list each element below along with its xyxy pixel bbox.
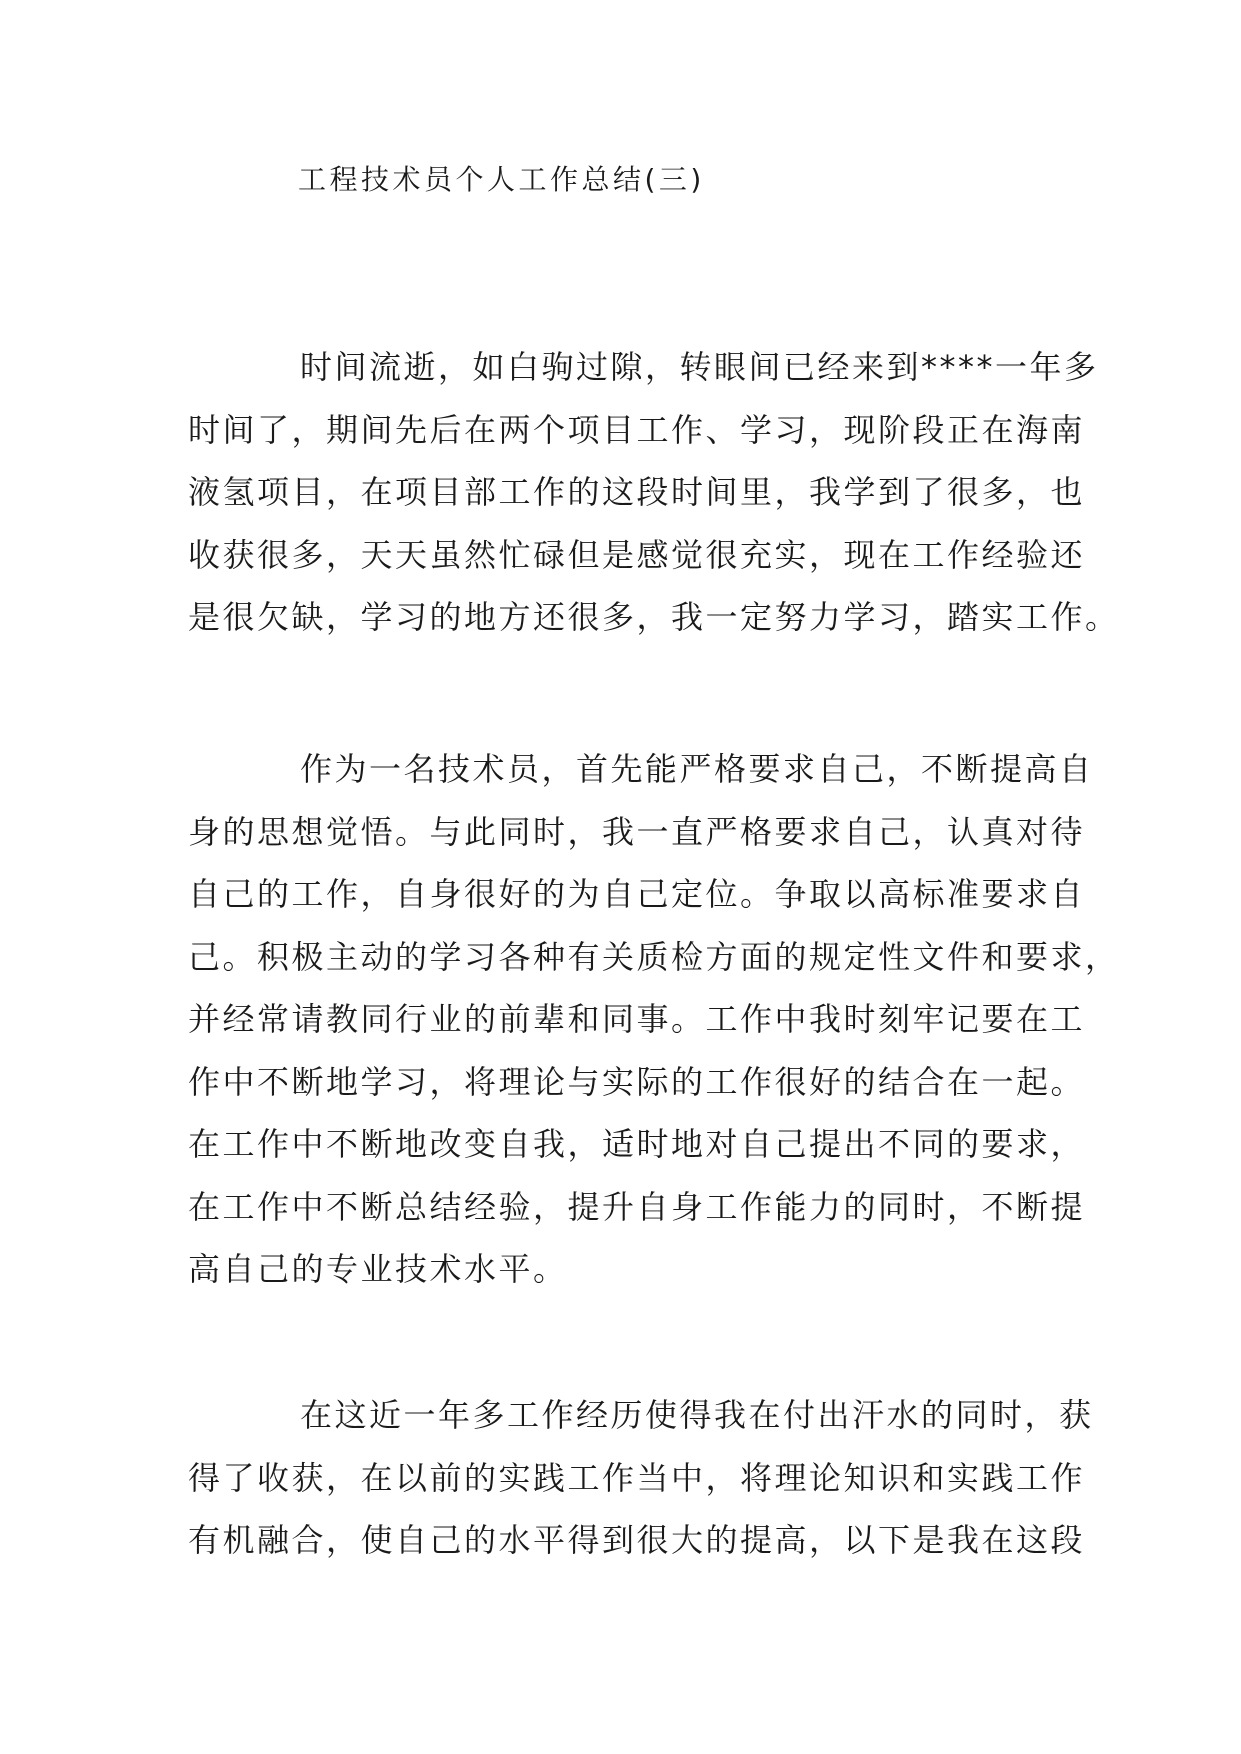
paragraph-line: 在这近一年多工作经历使得我在付出汗水的同时，获 <box>300 1396 1094 1434</box>
paragraph-line: 在工作中不断地改变自我，适时地对自己提出不同的要求， <box>188 1125 1086 1163</box>
paragraph-line: 时间了，期间先后在两个项目工作、学习，现阶段正在海南 <box>188 410 1086 449</box>
paragraph-line: 作为一名技术员，首先能严格要求自己，不断提高自 <box>300 750 1094 788</box>
paragraph-3 <box>188 1384 1094 1572</box>
paragraph-1 <box>188 336 1120 649</box>
paragraph-line: 在工作中不断总结经验，提升自身工作能力的同时，不断提 <box>188 1187 1086 1226</box>
paragraph-line: 液氢项目，在项目部工作的这段时间里，我学到了很多，也 <box>188 473 1086 511</box>
paragraph-line: 收获很多，天天虽然忙碌但是感觉很充实，现在工作经验还 <box>188 535 1086 574</box>
paragraph-line: 时间流逝，如白驹过隙，转眼间已经来到****一年多 <box>300 348 1099 386</box>
paragraph-line: 作中不断地学习，将理论与实际的工作很好的结合在一起。 <box>188 1062 1086 1101</box>
paragraph-line: 是很欠缺，学习的地方还很多，我一定努力学习，踏实工作。 <box>188 598 1120 636</box>
paragraph-line: 自己的工作，自身很好的为自己定位。争取以高标准要求自 <box>188 875 1086 913</box>
paragraph-2 <box>188 738 1120 1301</box>
paragraph-line: 高自己的专业技术水平。 <box>188 1250 568 1288</box>
paragraph-line: 有机融合，使自己的水平得到很大的提高，以下是我在这段 <box>188 1521 1086 1559</box>
paragraph-line: 得了收获，在以前的实践工作当中，将理论知识和实践工作 <box>188 1458 1086 1497</box>
paragraph-line: 身的思想觉悟。与此同时，我一直严格要求自己，认真对待 <box>188 812 1086 851</box>
paragraph-line: 己。积极主动的学习各种有关质检方面的规定性文件和要求， <box>188 937 1120 976</box>
paragraph-line: 并经常请教同行业的前辈和同事。工作中我时刻牢记要在工 <box>188 1000 1086 1038</box>
document-title: 工程技术员个人工作总结(三) <box>298 163 705 196</box>
